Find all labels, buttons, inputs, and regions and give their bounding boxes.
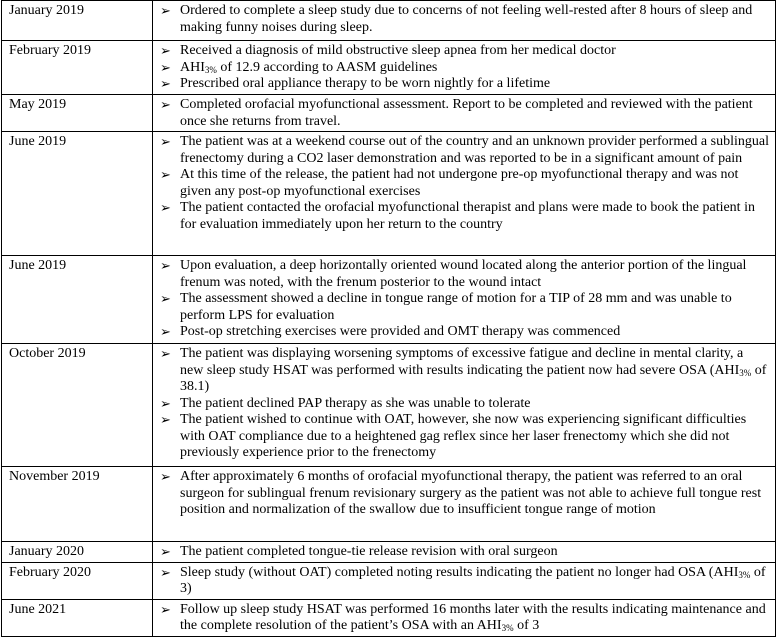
ahi-subscript: 3% — [204, 64, 217, 75]
event-list — [160, 346, 770, 462]
date-cell: May 2019 — [2, 95, 153, 132]
event-text: The patient contacted the orofacial myofunctional therapist and plans were made to book the patient in for evaluation immediately upon her return to the country — [180, 200, 755, 232]
event-list — [160, 134, 770, 233]
events-cell — [153, 256, 776, 344]
event-text: After approximately 6 months of orofacial myofunctional therapy, the patient was referred to an oral surgeon for sublingual frenum revisionary surgery as the patient was not able to achieve full tongue rest position and normalization of the swallow due to insufficient tongue range of motion — [180, 469, 762, 517]
event-list — [160, 602, 770, 635]
timeline-row — [2, 256, 776, 344]
events-cell — [153, 41, 776, 95]
date-cell: January 2019 — [2, 1, 153, 41]
timeline-row — [2, 1, 776, 41]
event-list — [160, 97, 770, 130]
event-item — [160, 396, 770, 413]
events-cell — [153, 132, 776, 256]
event-item — [160, 544, 770, 561]
timeline-row — [2, 132, 776, 256]
date-cell: June 2021 — [2, 599, 153, 636]
timeline-row — [2, 95, 776, 132]
events-cell — [153, 344, 776, 467]
event-text: AHI — [180, 59, 205, 75]
event-text: Follow up sleep study HSAT was performed 16 months later with the results indicating maintenance and the complete resolution of the patient’s OSA with an AHI — [180, 601, 766, 633]
date-cell: October 2019 — [2, 344, 153, 467]
case-timeline-table — [1, 0, 776, 637]
event-item — [160, 200, 770, 233]
arrow-bullet-icon: ➢ — [160, 76, 171, 91]
events-cell — [153, 542, 776, 563]
ahi-subscript: 3% — [739, 367, 752, 378]
event-item — [160, 97, 770, 130]
event-text: The assessment showed a decline in tongue range of motion for a TIP of 28 mm and was unable to perform LPS for evaluation — [180, 291, 732, 323]
event-text: Received a diagnosis of mild obstructive sleep apnea from her medical doctor — [180, 43, 616, 58]
timeline-body — [2, 1, 776, 637]
event-text: Ordered to complete a sleep study due to concerns of not feeling well-rested after 8 hours of sleep and making funny noises during sleep. — [180, 3, 753, 35]
arrow-bullet-icon: ➢ — [160, 601, 171, 617]
event-text: At this time of the release, the patient had not undergone pre-op myofunctional therapy and was not given any post-op myofunctional exercises — [180, 167, 739, 199]
events-cell — [153, 95, 776, 132]
arrow-bullet-icon: ➢ — [160, 469, 171, 484]
ahi-subscript: 3% — [501, 623, 514, 633]
timeline-row — [2, 542, 776, 563]
arrow-bullet-icon: ➢ — [160, 134, 171, 149]
events-cell — [153, 599, 776, 636]
arrow-bullet-icon: ➢ — [160, 291, 171, 306]
arrow-bullet-icon: ➢ — [160, 324, 171, 339]
date-cell: February 2020 — [2, 562, 153, 599]
event-item — [160, 258, 770, 291]
event-item — [160, 3, 770, 36]
events-cell — [153, 467, 776, 542]
event-item — [160, 134, 770, 167]
ahi-subscript: 3% — [738, 569, 751, 580]
arrow-bullet-icon: ➢ — [160, 3, 171, 18]
event-text: Completed orofacial myofunctional assessment. Report to be completed and reviewed with the patient once she returns from travel. — [180, 97, 753, 129]
arrow-bullet-icon: ➢ — [160, 395, 171, 411]
date-cell: January 2020 — [2, 542, 153, 563]
event-text: The patient was displaying worsening symptoms of excessive fatigue and decline in mental clarity, a new sleep study HSAT was performed with results indicating the patient now had severe OSA (AHI — [180, 346, 744, 378]
event-text: Post-op stretching exercises were provided and OMT therapy was commenced — [180, 324, 621, 339]
event-list — [160, 3, 770, 36]
arrow-bullet-icon: ➢ — [160, 97, 171, 112]
event-item — [160, 565, 770, 598]
event-item — [160, 412, 770, 462]
event-text: The patient declined PAP therapy as she was unable to tolerate — [180, 395, 531, 411]
events-cell — [153, 1, 776, 41]
event-text: The patient wished to continue with OAT, however, she now was experiencing significant difficulties with OAT compliance due to a heightened gag reflex since her laser frenectomy which she did not previously experience prior to the frenectomy — [180, 412, 747, 460]
event-text-continued: of 3 — [513, 618, 540, 633]
event-item — [160, 346, 770, 396]
date-cell: February 2019 — [2, 41, 153, 95]
event-text: Sleep study (without OAT) completed noting results indicating the patient no longer had OSA (AHI — [180, 564, 739, 580]
event-list — [160, 544, 770, 561]
event-item — [160, 324, 770, 341]
event-text-continued: of 3) — [180, 564, 766, 596]
timeline-row — [2, 562, 776, 599]
event-item — [160, 469, 770, 519]
arrow-bullet-icon: ➢ — [160, 346, 171, 361]
event-list — [160, 565, 770, 598]
event-text: The patient completed tongue-tie release revision with oral surgeon — [180, 544, 558, 559]
arrow-bullet-icon: ➢ — [160, 43, 171, 58]
timeline-row — [2, 41, 776, 95]
event-text-continued: of 38.1) — [180, 362, 767, 394]
event-text-continued: of 12.9 according to AASM guidelines — [216, 59, 438, 75]
arrow-bullet-icon: ➢ — [160, 544, 171, 559]
event-item — [160, 60, 770, 77]
timeline-row — [2, 467, 776, 542]
date-cell: June 2019 — [2, 256, 153, 344]
event-text: Prescribed oral appliance therapy to be worn nightly for a lifetime — [180, 76, 551, 91]
event-list — [160, 258, 770, 341]
arrow-bullet-icon: ➢ — [160, 59, 171, 75]
arrow-bullet-icon: ➢ — [160, 412, 171, 427]
event-item — [160, 43, 770, 60]
date-cell: November 2019 — [2, 467, 153, 542]
timeline-row — [2, 344, 776, 467]
event-item — [160, 602, 770, 635]
event-text: Upon evaluation, a deep horizontally oriented wound located along the anterior portion of the lingual frenum was noted, with the frenum posterior to the wound intact — [180, 258, 747, 290]
event-item — [160, 291, 770, 324]
timeline-row — [2, 599, 776, 636]
arrow-bullet-icon: ➢ — [160, 258, 171, 273]
arrow-bullet-icon: ➢ — [160, 200, 171, 215]
arrow-bullet-icon: ➢ — [160, 167, 171, 182]
arrow-bullet-icon: ➢ — [160, 564, 171, 580]
event-text: The patient was at a weekend course out of the country and an unknown provider performed a sublingual frenectomy during a CO2 laser demonstration and was reported to be in a significant amount of pain — [180, 134, 769, 166]
event-item — [160, 167, 770, 200]
event-list — [160, 43, 770, 93]
date-cell: June 2019 — [2, 132, 153, 256]
event-list — [160, 469, 770, 519]
event-item — [160, 76, 770, 93]
events-cell — [153, 562, 776, 599]
